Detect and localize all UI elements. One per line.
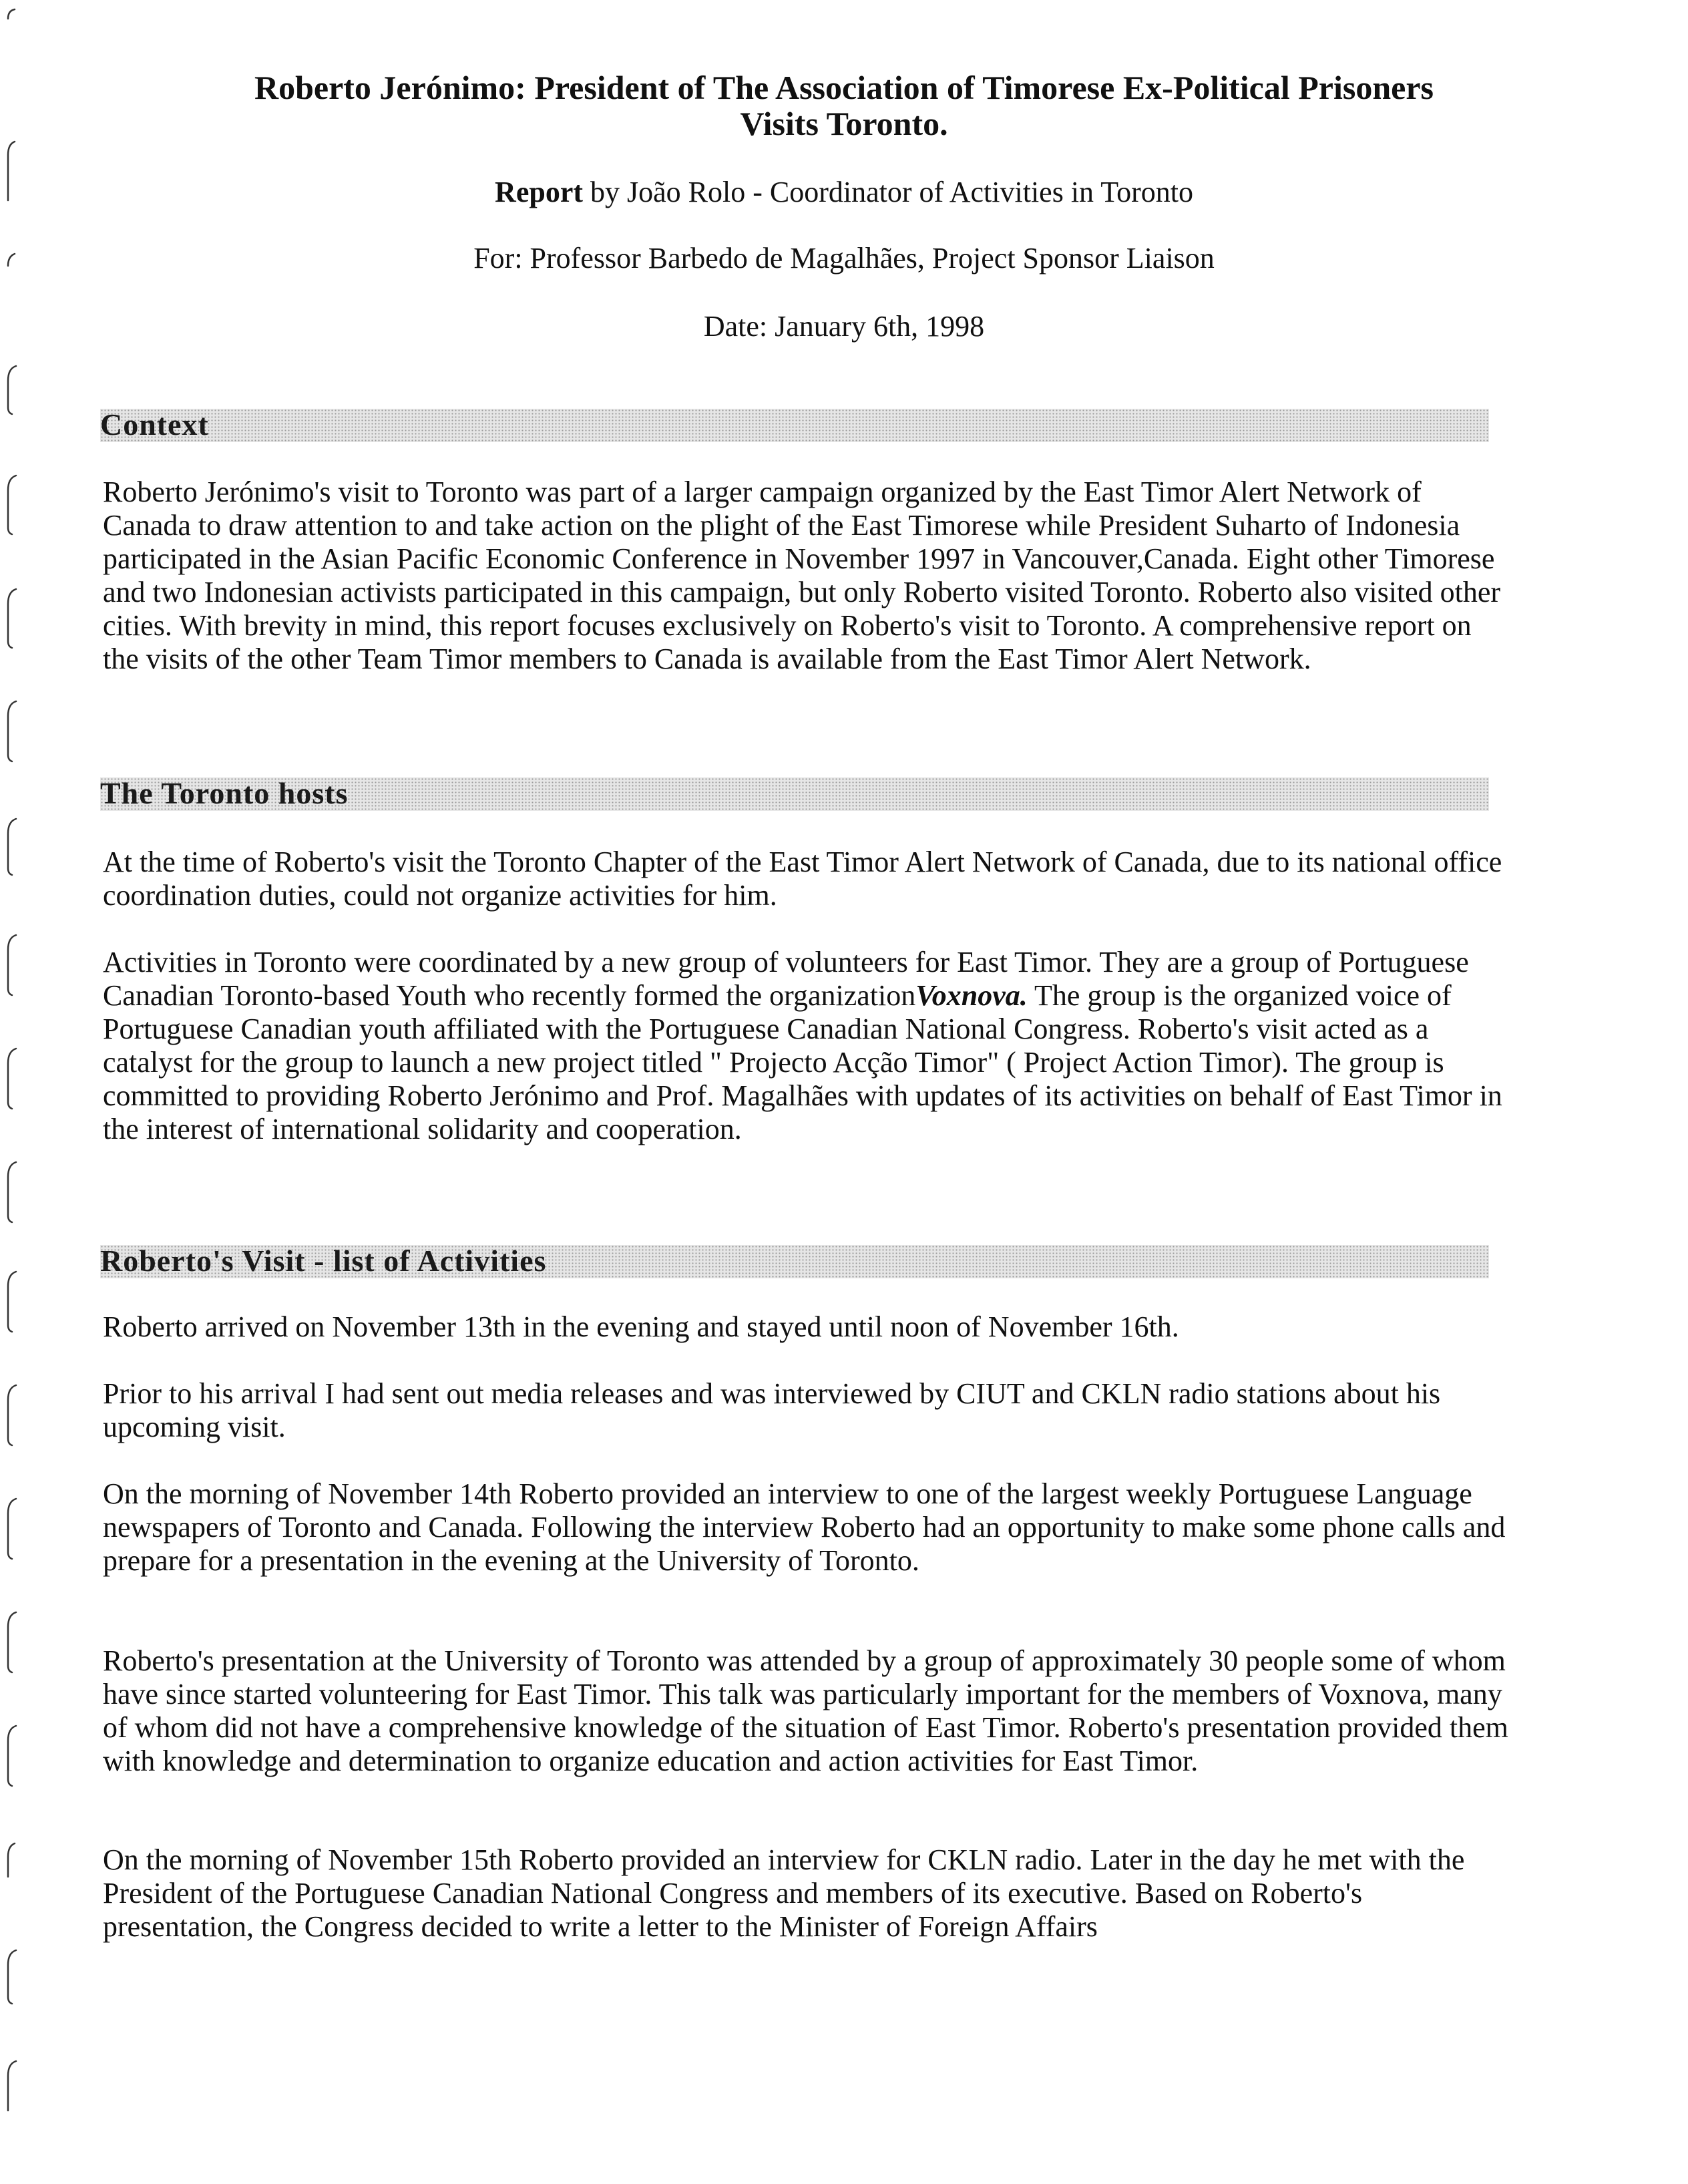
section-heading-text: Context (100, 407, 209, 441)
binding-mark (8, 1162, 16, 1222)
section-heading-context (100, 409, 1489, 442)
date-line: Date: January 6th, 1998 (703, 310, 985, 343)
hosts-paragraph-2-intro: Activities in Toronto were coordinated by a new group of volunteers for East Timor. They are a group of Portuguese Canadian Toronto-based Youth who recently formed the organization (103, 946, 1469, 1012)
binding-mark (8, 1612, 16, 1672)
hosts-paragraph-2 (103, 946, 1512, 1146)
activities-paragraph-2: Prior to his arrival I had sent out media releases and was interviewed by CIUT and CKLN radio stations about his upcoming visit. (103, 1377, 1441, 1443)
activities-paragraph-1: Roberto arrived on November 13th in the evening and stayed until noon of November 16th. (103, 1310, 1179, 1343)
title-line-2: Visits Toronto. (740, 105, 948, 142)
activities-paragraph-3: On the morning of November 14th Roberto provided an interview to one of the largest weekly Portuguese Language newspapers of Toronto and Canada. Following the interview Roberto had an opportunity to make some phone calls and prepare for a presentation in the evening at the University of Toronto. (103, 1477, 1506, 1577)
binding-mark (8, 1950, 16, 2004)
section-heading-text: Roberto's Visit - list of Activities (100, 1244, 547, 1278)
binding-mark (8, 254, 15, 266)
section-heading-activities (100, 1245, 1489, 1278)
activities-paragraph-4: Roberto's presentation at the University of Toronto was attended by a group of approximately 30 people some of whom have since started volunteering for East Timor. This talk was particularly important for the members of Voxnova, many of whom did not have a comprehensive knowledge of the situation of East Timor. Roberto's presentation provided them with knowledge and determination to organize education and action activities for East Timor. (103, 1644, 1508, 1777)
activities-paragraph-5: On the morning of November 15th Roberto provided an interview for CKLN radio. Later in the day he met with the President of the Portuguese Canadian National Congress and members of its executive. Based on Roberto's presentation, the Congress decided to write a letter to the Minister of Foreign Affairs (103, 1843, 1465, 1943)
binding-mark (8, 1843, 15, 1877)
section-heading-hosts (100, 777, 1489, 811)
binding-mark (8, 142, 15, 200)
binding-mark (8, 366, 16, 414)
binding-mark (8, 589, 16, 648)
section-heading-text: The Toronto hosts (100, 776, 349, 810)
recipient-line: For: Professor Barbedo de Magalhães, Project Sponsor Liaison (473, 242, 1215, 275)
report-byline (100, 176, 1588, 209)
organization-name: Voxnova. (915, 979, 1028, 1012)
binding-mark (8, 1499, 16, 1559)
binding-mark (8, 1726, 16, 1786)
binding-mark (8, 9, 15, 19)
binding-mark (8, 1385, 16, 1445)
title-line-1: Roberto Jerónimo: President of The Association of Timorese Ex-Political Prisoners (254, 69, 1434, 106)
document-title (100, 69, 1588, 142)
binding-mark (8, 476, 16, 534)
report-author: by João Rolo - Coordinator of Activities in Toronto (583, 176, 1193, 208)
binding-mark (8, 1049, 16, 1109)
binding-mark (8, 701, 16, 761)
binding-mark (8, 819, 16, 875)
report-label: Report (495, 176, 584, 208)
hosts-paragraph-2-body: The group is the organized voice of Portuguese Canadian youth affiliated with the Portuguese Canadian National Congress. Roberto's visit acted as a catalyst for the group to launch a new project titled " Projecto Acção Timor" ( Project Action Timor). The group is committed to providing Roberto Jerónimo and Prof. Magalhães with updates of its activities on behalf of East Timor in the interest of international solidarity and cooperation. (103, 979, 1502, 1145)
binding-mark (8, 935, 16, 995)
context-paragraph: Roberto Jerónimo's visit to Toronto was part of a larger campaign organized by the East Timor Alert Network of Canada to draw attention to and take action on the plight of the East Timorese while President Suharto of Indonesia participated in the Asian Pacific Economic Conference in November 1997 in Vancouver,Canada. Eight other Timorese and two Indonesian activists participated in this campaign, but only Roberto visited Toronto. Roberto also visited other cities. With brevity in mind, this report focuses exclusively on Roberto's visit to Toronto. A comprehensive report on the visits of the other Team Timor members to Canada is available from the East Timor Alert Network. (103, 476, 1501, 675)
binding-mark (8, 1272, 16, 1332)
binding-mark (8, 2061, 16, 2111)
hosts-paragraph-1: At the time of Roberto's visit the Toronto Chapter of the East Timor Alert Network of Canada, due to its national office coordination duties, could not organize activities for him. (103, 846, 1502, 912)
binding-marks (0, 0, 40, 2184)
